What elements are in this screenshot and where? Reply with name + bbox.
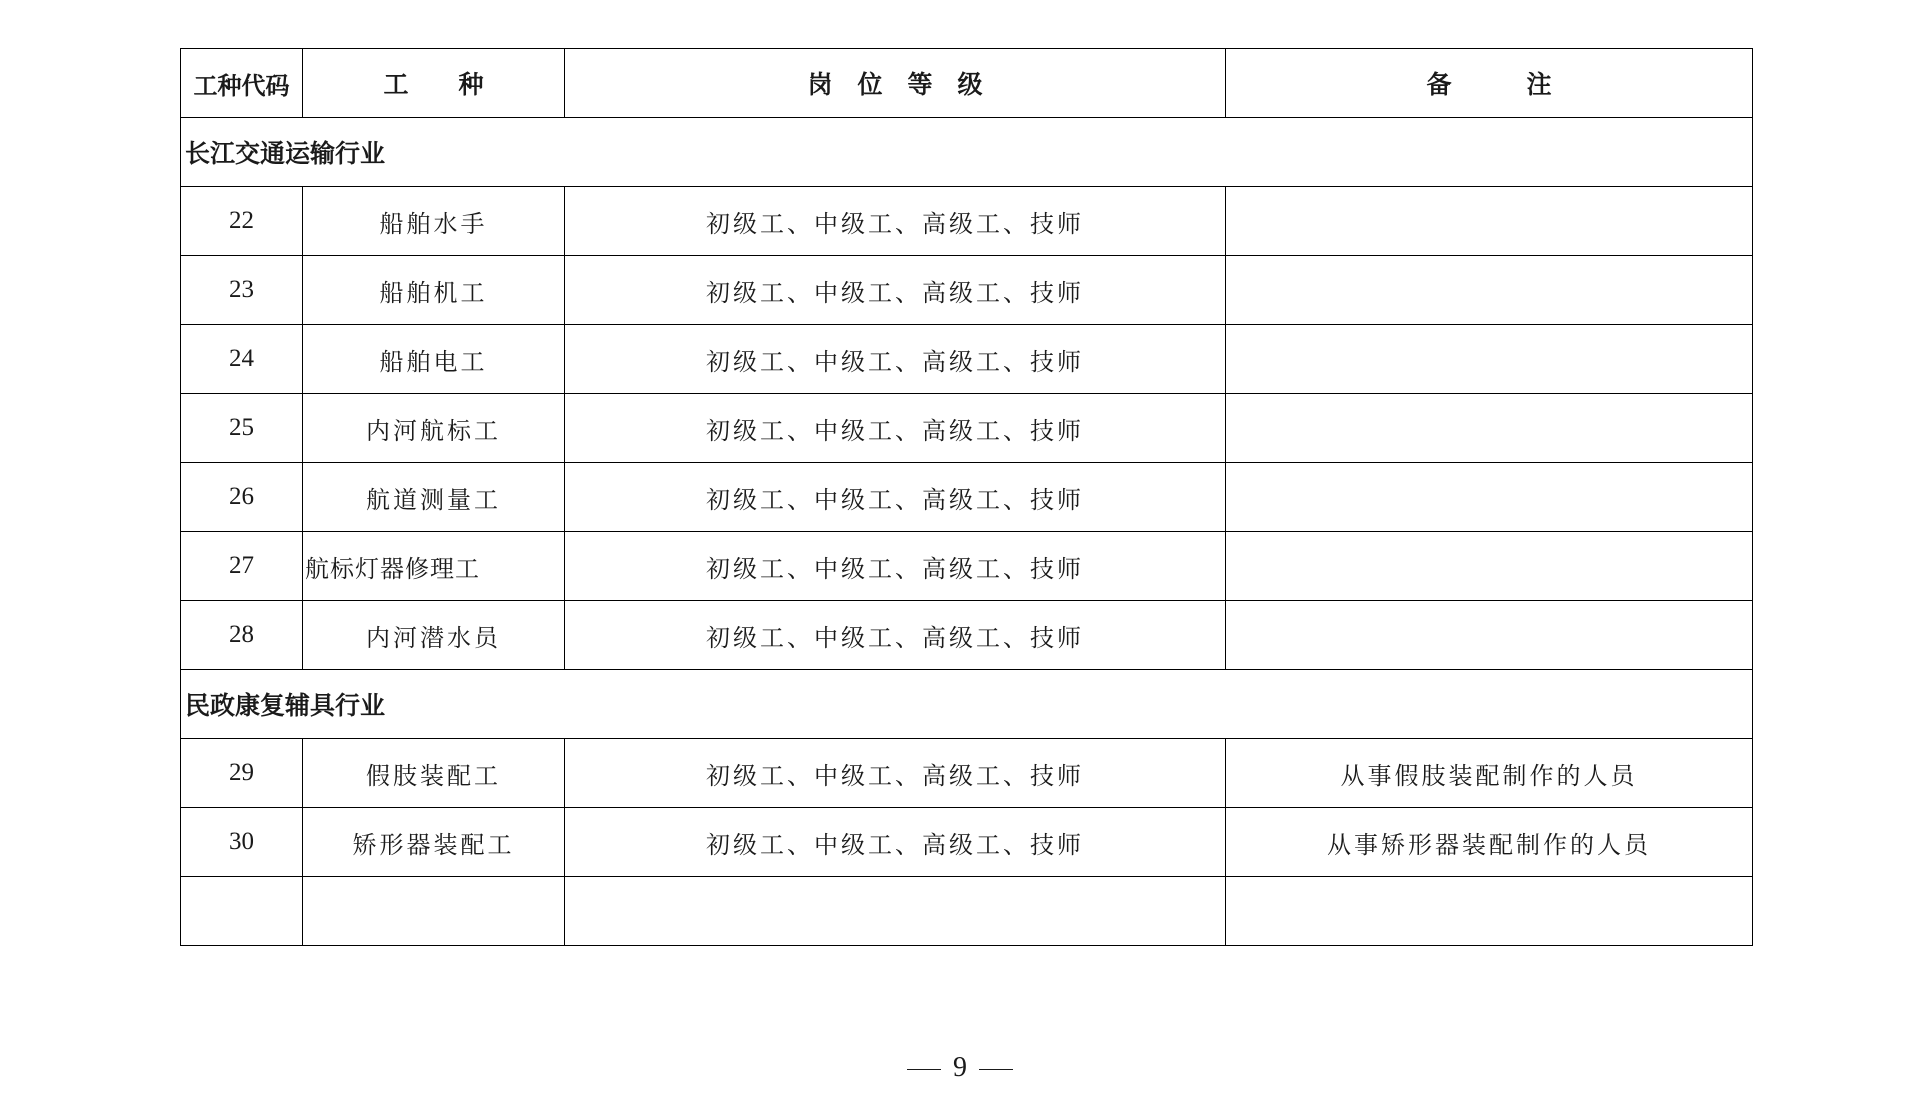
- header-trade: 工 种: [303, 49, 565, 118]
- header-code: 工种代码: [181, 49, 303, 118]
- cell-code: [181, 877, 303, 946]
- cell-code: 30: [181, 808, 303, 877]
- table-row: [181, 325, 1753, 394]
- cell-level: 初级工、中级工、高级工、技师: [565, 532, 1226, 601]
- cell-note: [1226, 877, 1753, 946]
- table-row: [181, 394, 1753, 463]
- page-footer: [0, 1052, 1920, 1084]
- cell-code: 29: [181, 739, 303, 808]
- cell-trade: 假肢装配工: [303, 739, 565, 808]
- cell-trade: 内河潜水员: [303, 601, 565, 670]
- cell-level: 初级工、中级工、高级工、技师: [565, 256, 1226, 325]
- cell-code: 26: [181, 463, 303, 532]
- table-row: [181, 877, 1753, 946]
- table-row: [181, 739, 1753, 808]
- cell-note: [1226, 601, 1753, 670]
- cell-level: 初级工、中级工、高级工、技师: [565, 325, 1226, 394]
- occupation-table: [180, 48, 1753, 946]
- cell-trade: 船舶机工: [303, 256, 565, 325]
- cell-note: [1226, 187, 1753, 256]
- table-row: [181, 256, 1753, 325]
- cell-note: 从事矫形器装配制作的人员: [1226, 808, 1753, 877]
- cell-level: 初级工、中级工、高级工、技师: [565, 601, 1226, 670]
- cell-trade: 船舶水手: [303, 187, 565, 256]
- cell-trade: 航标灯器修理工: [303, 532, 565, 601]
- cell-note: [1226, 463, 1753, 532]
- table-row: [181, 187, 1753, 256]
- cell-code: 25: [181, 394, 303, 463]
- cell-note: [1226, 325, 1753, 394]
- cell-note: 从事假肢装配制作的人员: [1226, 739, 1753, 808]
- cell-code: 22: [181, 187, 303, 256]
- cell-trade: 矫形器装配工: [303, 808, 565, 877]
- table-row: [181, 808, 1753, 877]
- footer-dash-right: [979, 1069, 1013, 1070]
- header-note: 备 注: [1226, 49, 1753, 118]
- cell-note: [1226, 394, 1753, 463]
- cell-level: [565, 877, 1226, 946]
- section-row: [181, 670, 1753, 739]
- cell-trade: 内河航标工: [303, 394, 565, 463]
- cell-level: 初级工、中级工、高级工、技师: [565, 463, 1226, 532]
- table-row: [181, 532, 1753, 601]
- cell-code: 23: [181, 256, 303, 325]
- cell-code: 24: [181, 325, 303, 394]
- document-page: [180, 48, 1752, 946]
- section-row: [181, 118, 1753, 187]
- table-row: [181, 463, 1753, 532]
- cell-level: 初级工、中级工、高级工、技师: [565, 808, 1226, 877]
- cell-note: [1226, 532, 1753, 601]
- header-level: 岗 位 等 级: [565, 49, 1226, 118]
- cell-level: 初级工、中级工、高级工、技师: [565, 739, 1226, 808]
- cell-trade: 船舶电工: [303, 325, 565, 394]
- cell-note: [1226, 256, 1753, 325]
- cell-level: 初级工、中级工、高级工、技师: [565, 187, 1226, 256]
- page-number: 9: [953, 1052, 967, 1083]
- cell-trade: 航道测量工: [303, 463, 565, 532]
- table-row: [181, 601, 1753, 670]
- cell-code: 28: [181, 601, 303, 670]
- table-header-row: [181, 49, 1753, 118]
- section-title: 长江交通运输行业: [181, 118, 1753, 187]
- cell-level: 初级工、中级工、高级工、技师: [565, 394, 1226, 463]
- footer-dash-left: [907, 1069, 941, 1070]
- section-title: 民政康复辅具行业: [181, 670, 1753, 739]
- cell-trade: [303, 877, 565, 946]
- cell-code: 27: [181, 532, 303, 601]
